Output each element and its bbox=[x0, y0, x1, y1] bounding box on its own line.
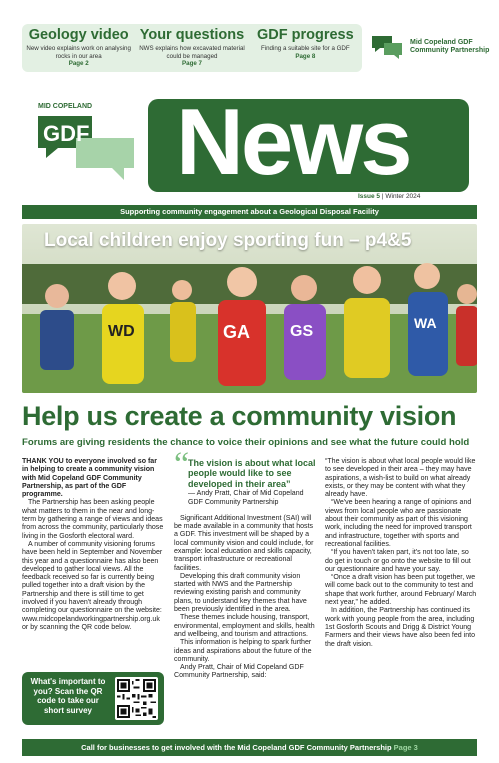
svg-text:GS: GS bbox=[290, 323, 314, 340]
strapline: Supporting community engagement about a Geological Disposal Facility bbox=[22, 205, 477, 219]
article-column-3 bbox=[325, 458, 477, 649]
teaser-text: New video explains work on analysing rocks in our area Page 2 bbox=[26, 45, 131, 67]
quote-attribution: — Andy Pratt, Chair of Mid Copeland GDF Community Partnership bbox=[188, 490, 304, 506]
article-paragraph: “We've been hearing a range of opinions and views from local people who are passionate about their community as part of this visioning work, including the need for improved transport and infrastructure, together with sports and recreational facilities. bbox=[325, 499, 472, 548]
article-headline: Help us create a community vision bbox=[22, 401, 457, 431]
issue-info: Issue 5 | Winter 2024 bbox=[358, 193, 421, 200]
article-subhead: Forums are giving residents the chance to voice their opinions and see what the future could hold bbox=[22, 437, 470, 448]
speech-bubbles-icon bbox=[370, 34, 404, 60]
quote-mark-icon: “ bbox=[174, 446, 190, 483]
teaser-geology[interactable] bbox=[22, 24, 135, 72]
article-paragraph: This information is helping to spark further ideas and aspirations about the future of the community. bbox=[174, 639, 312, 663]
partnership-name: Mid Copeland GDF Community Partnership bbox=[410, 38, 490, 54]
teaser-title: Your questions bbox=[139, 27, 245, 43]
cover-photo[interactable] bbox=[22, 224, 477, 393]
footer-banner[interactable]: Call for businesses to get involved with the Mid Copeland GDF Community Partnership Page 3 bbox=[22, 739, 477, 756]
partnership-brand bbox=[370, 34, 492, 60]
teaser-questions[interactable] bbox=[135, 24, 248, 72]
article-paragraph: These themes include housing, transport, environmental, employment and skills, health and wellbeing, and tourism and attractions. bbox=[174, 614, 315, 638]
svg-text:GA: GA bbox=[223, 322, 250, 342]
masthead-title: News bbox=[176, 89, 410, 194]
gdf-logo bbox=[36, 114, 136, 184]
survey-callout-text: What's important to you? Scan the QR code to take our short survey bbox=[30, 677, 106, 715]
article-paragraph: “If you haven't taken part, it's not too late, so do get in touch or go onto the website to fill out our questionnaire and have your say. bbox=[325, 549, 471, 573]
article-paragraph: The Partnership has been asking people what matters to them in the near and long-term by gathering a range of views and ideas from across the community, particularly those living in the Gosforth electoral ward. bbox=[22, 499, 164, 540]
article-paragraph: “The vision is about what local people would like to see developed in their area – they may have aspirations, a wish-list to build on what already exists, or they may be content with what they already have. bbox=[325, 458, 476, 499]
article-paragraph: Andy Pratt, Chair of Mid Copeland GDF Community Partnership, said: bbox=[174, 664, 304, 680]
mast-brand-label: MID COPELAND bbox=[38, 103, 93, 110]
footer-page-link[interactable]: Page 3 bbox=[393, 743, 418, 752]
svg-text:WA: WA bbox=[414, 315, 437, 331]
article-lead: THANK YOU to everyone involved so far in helping to create a community vision with Mid Copeland GDF Community Partnership, as part of the GDF programme. bbox=[22, 458, 157, 499]
article-column-2 bbox=[174, 458, 316, 681]
survey-callout[interactable] bbox=[22, 672, 164, 725]
teaser-title: Geology video bbox=[28, 27, 129, 43]
photo-caption: Local children enjoy sporting fun – p4&5 bbox=[44, 230, 412, 251]
qr-code-icon[interactable] bbox=[115, 677, 158, 720]
svg-text:WD: WD bbox=[108, 323, 135, 340]
teaser-title: GDF progress bbox=[256, 27, 354, 43]
article-paragraph: A number of community visioning forums have been held in September and November this year and a questionnaire has also been developed to gather local views. All the feedback received so far is currently being pulled together into a draft vision by the Partnership and there is still time to get involved if you haven't already through completing our questionnaire on the website: www.midcopelandworkingpartnership.org.uk or by scanning the QR code below. bbox=[22, 540, 163, 631]
article-paragraph: Developing this draft community vision started with NWS and the Partnership reviewing existing parish and community plans, to understand key themes that have been previously identified in the area. bbox=[174, 572, 307, 614]
pull-quote: The vision is about what local people would like to see developed in their area” bbox=[188, 458, 316, 489]
gdf-logo-text: GDF bbox=[43, 121, 90, 146]
article-paragraph: “Once a draft vision has been put together, we will come back out to the community to test and shape that work further, around February/ March next year,” he added. bbox=[325, 574, 477, 607]
teaser-text: Finding a suitable site for a GDF Page 8 bbox=[260, 45, 350, 60]
teaser-bar bbox=[22, 24, 362, 72]
article-column-1 bbox=[22, 458, 165, 632]
teaser-progress[interactable] bbox=[249, 24, 362, 72]
article-paragraph: Significant Additional Investment (SAI) will be made available in a community that hosts a GDF. This investment will be shaped by a local community vision and could include, for example: local education and skills capacity, transport infrastructure or recreational facilities. bbox=[174, 514, 314, 572]
teaser-text: NWS explains how excavated material could be managed Page 7 bbox=[139, 45, 245, 67]
article-paragraph: In addition, the Partnership has continued its work with young people from the area, including 1st Gosforth Scouts and Drigg & District Young Farmers and their views have also been fed into the draft vision. bbox=[325, 607, 476, 648]
